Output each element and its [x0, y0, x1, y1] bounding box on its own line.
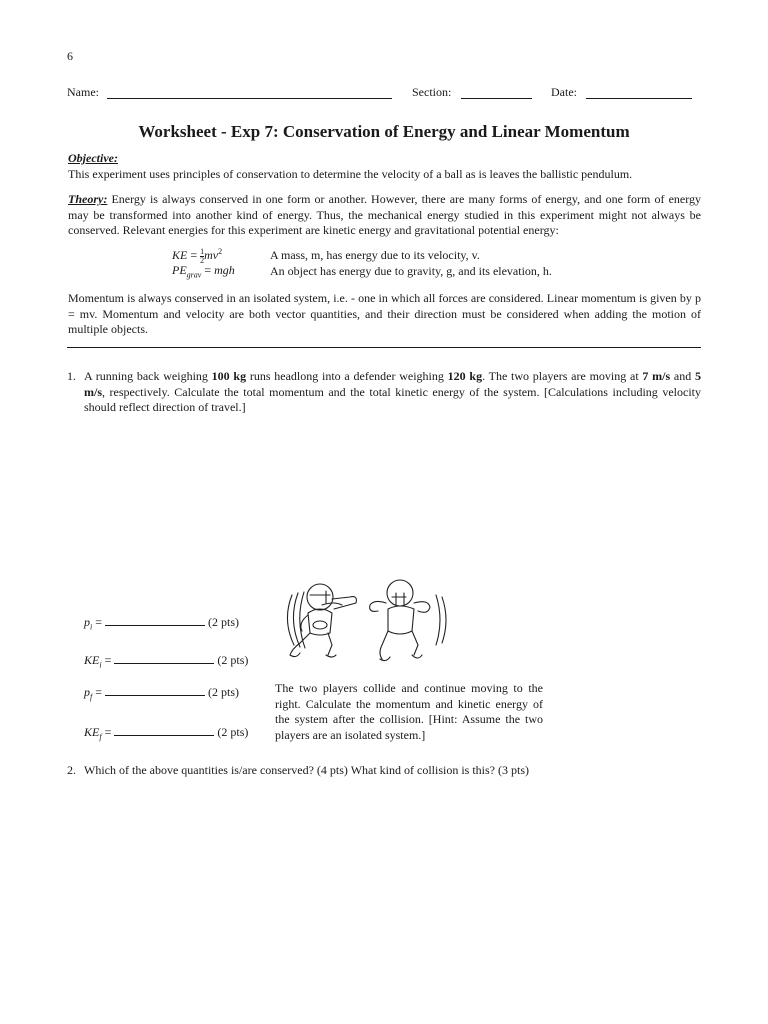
- q1-v1: 7 m/s: [642, 369, 671, 383]
- equation-ke: KE = $\frac{1}{2}$ $mv^2$: [172, 246, 223, 265]
- answer-kei-points: (2 pts): [217, 653, 249, 667]
- objective-heading: Objective:: [68, 151, 118, 165]
- equation-pe-sub: grav: [186, 270, 202, 280]
- answer-kei-blank[interactable]: [114, 653, 214, 664]
- answer-pf-sub: f: [90, 692, 93, 702]
- q1-text-b: runs headlong into a defender weighing: [246, 369, 448, 383]
- answer-kef-eq: =: [104, 725, 112, 739]
- equation-ke-rhs: mv: [204, 248, 219, 262]
- answer-row-kef: [84, 725, 248, 743]
- name-label: Name:: [67, 85, 99, 99]
- answer-pf-points: (2 pts): [208, 685, 240, 699]
- answer-pi-var: p: [84, 615, 90, 629]
- answer-pf-blank[interactable]: [105, 685, 205, 696]
- section-field[interactable]: [461, 98, 532, 99]
- answer-kef-points: (2 pts): [217, 725, 249, 739]
- answer-pf-eq: =: [95, 685, 103, 699]
- equation-ke-lhs: KE: [172, 248, 188, 262]
- answer-kei-eq: =: [104, 653, 112, 667]
- q1-v2: 5 m/s: [84, 369, 702, 399]
- answer-pi-blank[interactable]: [105, 615, 205, 626]
- question-1-number: 1.: [67, 369, 76, 383]
- equation-pe-rhs: mgh: [214, 263, 235, 277]
- momentum-text: Momentum is always conserved in an isolated system, i.e. - one in which all forces are considered. Linear momentum is given by p = mv. Momentum and velocity are both vector quantities, and their direction must be considered when adding the motion of multiple objects.: [68, 291, 701, 337]
- answer-row-pf: [84, 685, 239, 703]
- answer-kef-sub: f: [99, 732, 102, 742]
- answer-kei-sub: i: [99, 660, 102, 670]
- date-field[interactable]: [586, 98, 692, 99]
- theory-heading: Theory:: [68, 192, 108, 206]
- question-2-number: 2.: [67, 763, 76, 777]
- name-field[interactable]: [107, 98, 392, 99]
- question-1-hint: The two players collide and continue moving to the right. Calculate the momentum and kinetic energy of the system after the collision. [Hint: Assume the two players are an isolated system.]: [275, 681, 543, 742]
- answer-row-pi: [84, 615, 239, 633]
- answer-kef-var: KE: [84, 725, 100, 739]
- football-players-illustration: [270, 575, 450, 670]
- objective-section: [68, 151, 701, 182]
- q1-text-a: A running back weighing: [84, 369, 212, 383]
- answer-kei-var: KE: [84, 653, 100, 667]
- equation-ke-description: A mass, m, has energy due to its velocity, v.: [270, 248, 480, 262]
- equation-pe-description: An object has energy due to gravity, g, and its elevation, h.: [270, 264, 552, 278]
- section-divider: [67, 347, 701, 348]
- section-label: Section:: [412, 85, 452, 99]
- q1-text-d: and: [670, 369, 696, 383]
- theory-text: Energy is always conserved in one form or another. However, there are many forms of energy, and one form of energy may be transformed into another kind of energy. Thus, the mechanical energy studied in this experiment might not always be conserved. Relevant energies for this experiment are kinetic energy and gravitational potential energy:: [68, 192, 701, 238]
- question-2-text: Which of the above quantities is/are conserved? (4 pts) What kind of collision is this? (3 pts): [84, 763, 530, 777]
- equation-pe: $PE_{grav}$ = mgh: [172, 263, 235, 280]
- worksheet-title: Worksheet - Exp 7: Conservation of Energy and Linear Momentum: [138, 122, 630, 141]
- answer-kef-blank[interactable]: [114, 725, 214, 736]
- equation-pe-lhs: PE: [172, 263, 187, 277]
- answer-row-kei: [84, 653, 248, 671]
- question-1-text: [84, 369, 701, 416]
- q1-text-e: , respectively. Calculate the total momentum and the total kinetic energy of the system. [Calculations including velocity should reflect direction of travel.]: [84, 384, 701, 415]
- answer-pi-points: (2 pts): [208, 615, 240, 629]
- answer-pi-sub: i: [90, 622, 93, 632]
- q1-text-c: . The two players are moving at: [482, 369, 643, 383]
- theory-section: [68, 192, 701, 239]
- objective-text: This experiment uses principles of conservation to determine the velocity of a ball as is leaves the ballistic pendulum.: [68, 166, 633, 181]
- answer-pf-var: p: [84, 685, 90, 699]
- date-label: Date:: [551, 85, 577, 99]
- q1-mass1: 100 kg: [211, 369, 247, 383]
- q1-mass2: 120 kg: [447, 369, 483, 383]
- answer-pi-eq: =: [95, 615, 103, 629]
- page-number: 6: [67, 49, 73, 63]
